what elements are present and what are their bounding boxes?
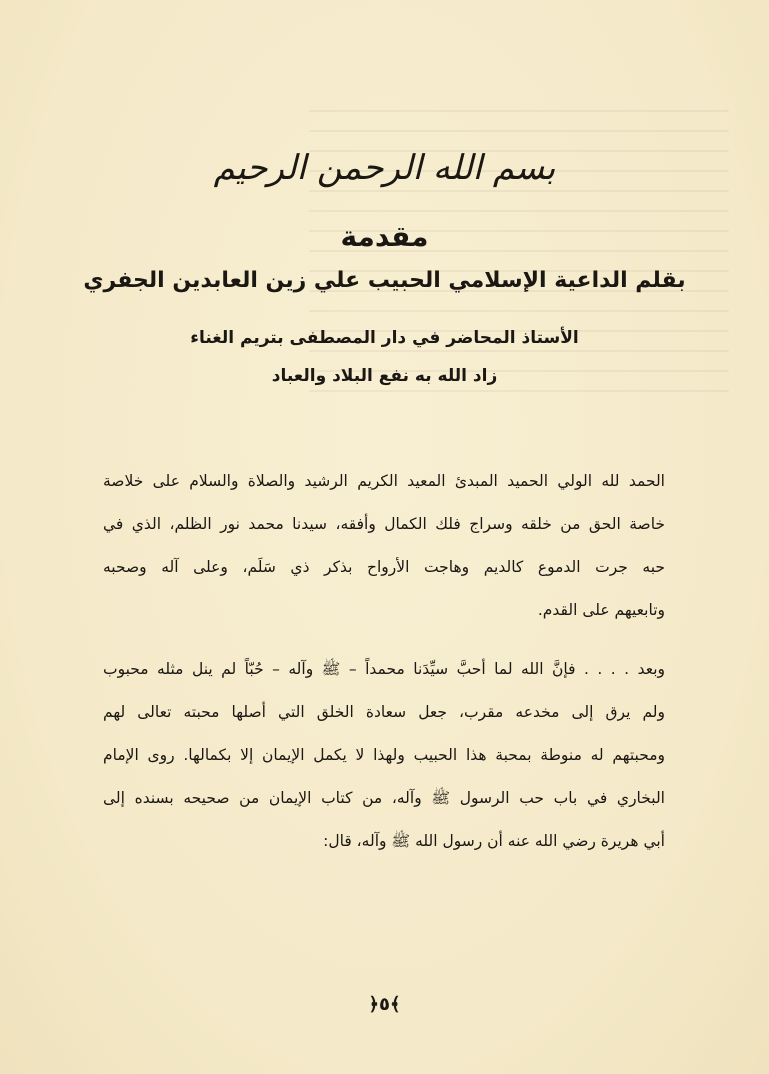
paragraph-1 [103,460,665,632]
page-title: مقدمة [340,220,429,253]
text-line: خاصة الحق من خلقه وسراج فلك الكمال وأفقه، سيدنا محمد نور الظلم، الذي في [103,515,665,533]
text-line: ومحبتهم له منوطة بمحبة هذا الحبيب ولهذا لا يكمل الإيمان إلا بكمالها. روى الإمام [103,746,665,764]
author-byline: بقلم الداعية الإسلامي الحبيب علي زين العابدين الجفري [83,268,686,293]
text-line: البخاري في باب حب الرسول ﷺ وآله، من كتاب الإيمان من صحيحه بسنده إلى [103,789,665,807]
text-line: وبعد . . . . فإنَّ الله لما أحبَّ سيِّدَنا محمداً – ﷺ وآله – حُبّاً لم ينل مثله محبوب [103,660,665,678]
paragraph-2 [103,648,665,863]
author-affiliation: الأستاذ المحاضر في دار المصطفى بتريم الغناء [190,328,579,348]
text-line: ولم يرق إلى مخدعه مقرب، جعل سعادة الخلق التي أصلها محبته تعالى لهم [103,703,665,721]
text-line: أبي هريرة رضي الله عنه أن رسول الله ﷺ وآله، قال: [323,832,665,850]
page-number: ﴿٥﴾ [368,994,401,1015]
basmala: بسم الله الرحمن الرحيم [213,148,556,188]
text-line: حبه جرت الدموع كالديم وهاجت الأرواح بذكر ذي سَلَم، وعلى آله وصحبه [103,558,665,576]
text-line: وتابعيهم على القدم. [537,601,665,619]
text-line: الحمد لله الولي الحميد المبدئ المعيد الكريم الرشيد والصلاة والسلام على خلاصة [103,472,665,490]
author-prayer: زاد الله به نفع البلاد والعباد [271,366,498,386]
